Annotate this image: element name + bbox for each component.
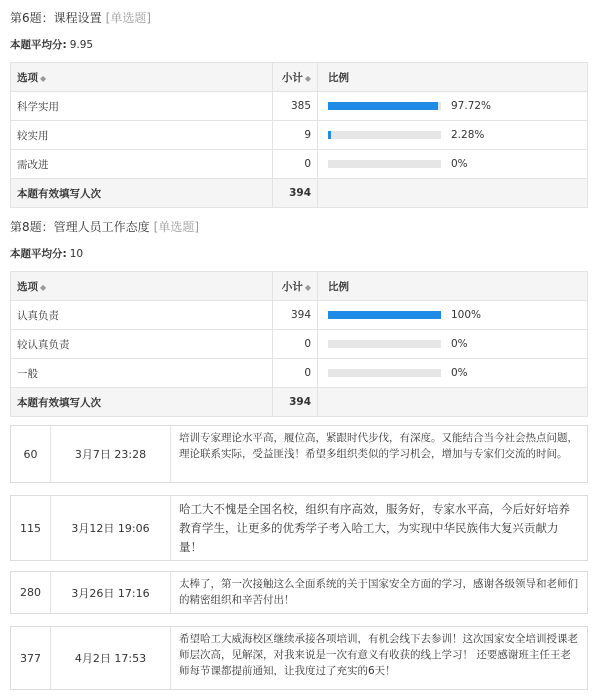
comment-text: 希望哈工大威海校区继续承接各项培训，有机会线下去参训！这次国家安全培训授课老师层次高，见解深，对我来说是一次有意义有收获的线上学习！ 还要感谢班主任王老师每节课都提前通知，让我度过了充实的6天！ [179, 633, 578, 677]
comment-id: 60 [11, 426, 51, 482]
question-title-text: 第8题：管理人员工作态度 [10, 220, 150, 234]
footer-label: 本题有效填写人次 [11, 179, 273, 208]
comment-text: 培训专家理论水平高，履位高，紧跟时代步伐，有深度。又能结合当今社会热点问题，理论联系实际，受益匪浅！希望多组织类似的学习机会，增加与专家们交流的时间。 [179, 432, 578, 460]
stats-table [10, 271, 588, 417]
question-8 [10, 219, 588, 417]
percent-text: 0% [451, 367, 468, 379]
table-footer [11, 388, 588, 417]
ratio-header: 比例 [318, 272, 588, 301]
option-label: 需改进 [11, 150, 273, 179]
option-label: 较实用 [11, 121, 273, 150]
average-label: 本题平均分: [10, 39, 67, 51]
question-6 [10, 10, 588, 208]
sort-icon[interactable]: ◆ [40, 282, 47, 292]
option-label: 认真负责 [11, 301, 273, 330]
option-label: 科学实用 [11, 92, 273, 121]
option-header[interactable]: 选项 ◆ [11, 63, 273, 92]
footer-label: 本题有效填写人次 [11, 388, 273, 417]
option-count: 9 [273, 121, 318, 150]
question-title-text: 第6题：课程设置 [10, 11, 102, 25]
progress-bar [328, 131, 441, 139]
question-type: [单选题] [153, 220, 200, 234]
comment-time: 3月12日 19:06 [51, 496, 171, 560]
percent-text: 97.72% [451, 100, 492, 112]
progress-bar [328, 311, 441, 319]
table-row [11, 150, 588, 179]
percent-text: 0% [451, 158, 468, 170]
progress-fill [328, 131, 331, 139]
progress-bar [328, 102, 441, 110]
comment-text: 哈工大不愧是全国名校，组织有序高效，服务好，专家水平高，今后好好培养教育学生，让更多的优秀学子考入哈工大，为实现中华民族伟大复兴贡献力量！ [179, 502, 570, 554]
comment-row [10, 495, 588, 561]
average-label: 本题平均分: [10, 248, 67, 260]
footer-empty [318, 179, 588, 208]
table-row [11, 301, 588, 330]
option-ratio [318, 359, 588, 388]
table-header [11, 272, 588, 301]
footer-count: 394 [273, 388, 318, 417]
option-count: 0 [273, 150, 318, 179]
table-row [11, 359, 588, 388]
option-ratio [318, 330, 588, 359]
sort-icon[interactable]: ◆ [304, 73, 311, 83]
table-row [11, 121, 588, 150]
option-ratio [318, 301, 588, 330]
comment-id: 115 [11, 496, 51, 560]
percent-text: 100% [451, 309, 482, 321]
average-value: 9.95 [69, 39, 94, 51]
option-ratio [318, 150, 588, 179]
comment-time: 3月26日 17:16 [51, 572, 171, 613]
stats-table [10, 62, 588, 208]
option-count: 394 [273, 301, 318, 330]
table-footer [11, 179, 588, 208]
comment-text: 太棒了，第一次接触这么全面系统的关于国家安全方面的学习，感谢各级领导和老师们的精密组织和辛苦付出！ [179, 578, 578, 606]
question-title [10, 219, 588, 235]
percent-text: 0% [451, 338, 468, 350]
comment-row [10, 626, 588, 690]
progress-bar [328, 160, 441, 168]
average-score [10, 247, 588, 261]
question-type: [单选题] [105, 11, 152, 25]
option-label: 一般 [11, 359, 273, 388]
sort-icon[interactable]: ◆ [40, 73, 47, 83]
count-header[interactable]: 小计 ◆ [273, 63, 318, 92]
footer-empty [318, 388, 588, 417]
comment-row [10, 425, 588, 483]
progress-bar [328, 340, 441, 348]
comment-id: 280 [11, 572, 51, 613]
option-count: 0 [273, 359, 318, 388]
option-ratio [318, 121, 588, 150]
comment-row [10, 571, 588, 614]
progress-fill [328, 102, 438, 110]
sort-icon[interactable]: ◆ [304, 282, 311, 292]
progress-fill [328, 311, 441, 319]
option-label: 较认真负责 [11, 330, 273, 359]
option-count: 385 [273, 92, 318, 121]
option-count: 0 [273, 330, 318, 359]
average-value: 10 [69, 248, 84, 260]
option-ratio [318, 92, 588, 121]
ratio-header: 比例 [318, 63, 588, 92]
comment-time: 4月2日 17:53 [51, 627, 171, 689]
question-title [10, 10, 588, 26]
percent-text: 2.28% [451, 129, 485, 141]
comment-time: 3月7日 23:28 [51, 426, 171, 482]
footer-count: 394 [273, 179, 318, 208]
option-header[interactable]: 选项 ◆ [11, 272, 273, 301]
table-row [11, 330, 588, 359]
comment-id: 377 [11, 627, 51, 689]
count-header[interactable]: 小计 ◆ [273, 272, 318, 301]
average-score [10, 38, 588, 52]
table-row [11, 92, 588, 121]
table-header [11, 63, 588, 92]
progress-bar [328, 369, 441, 377]
